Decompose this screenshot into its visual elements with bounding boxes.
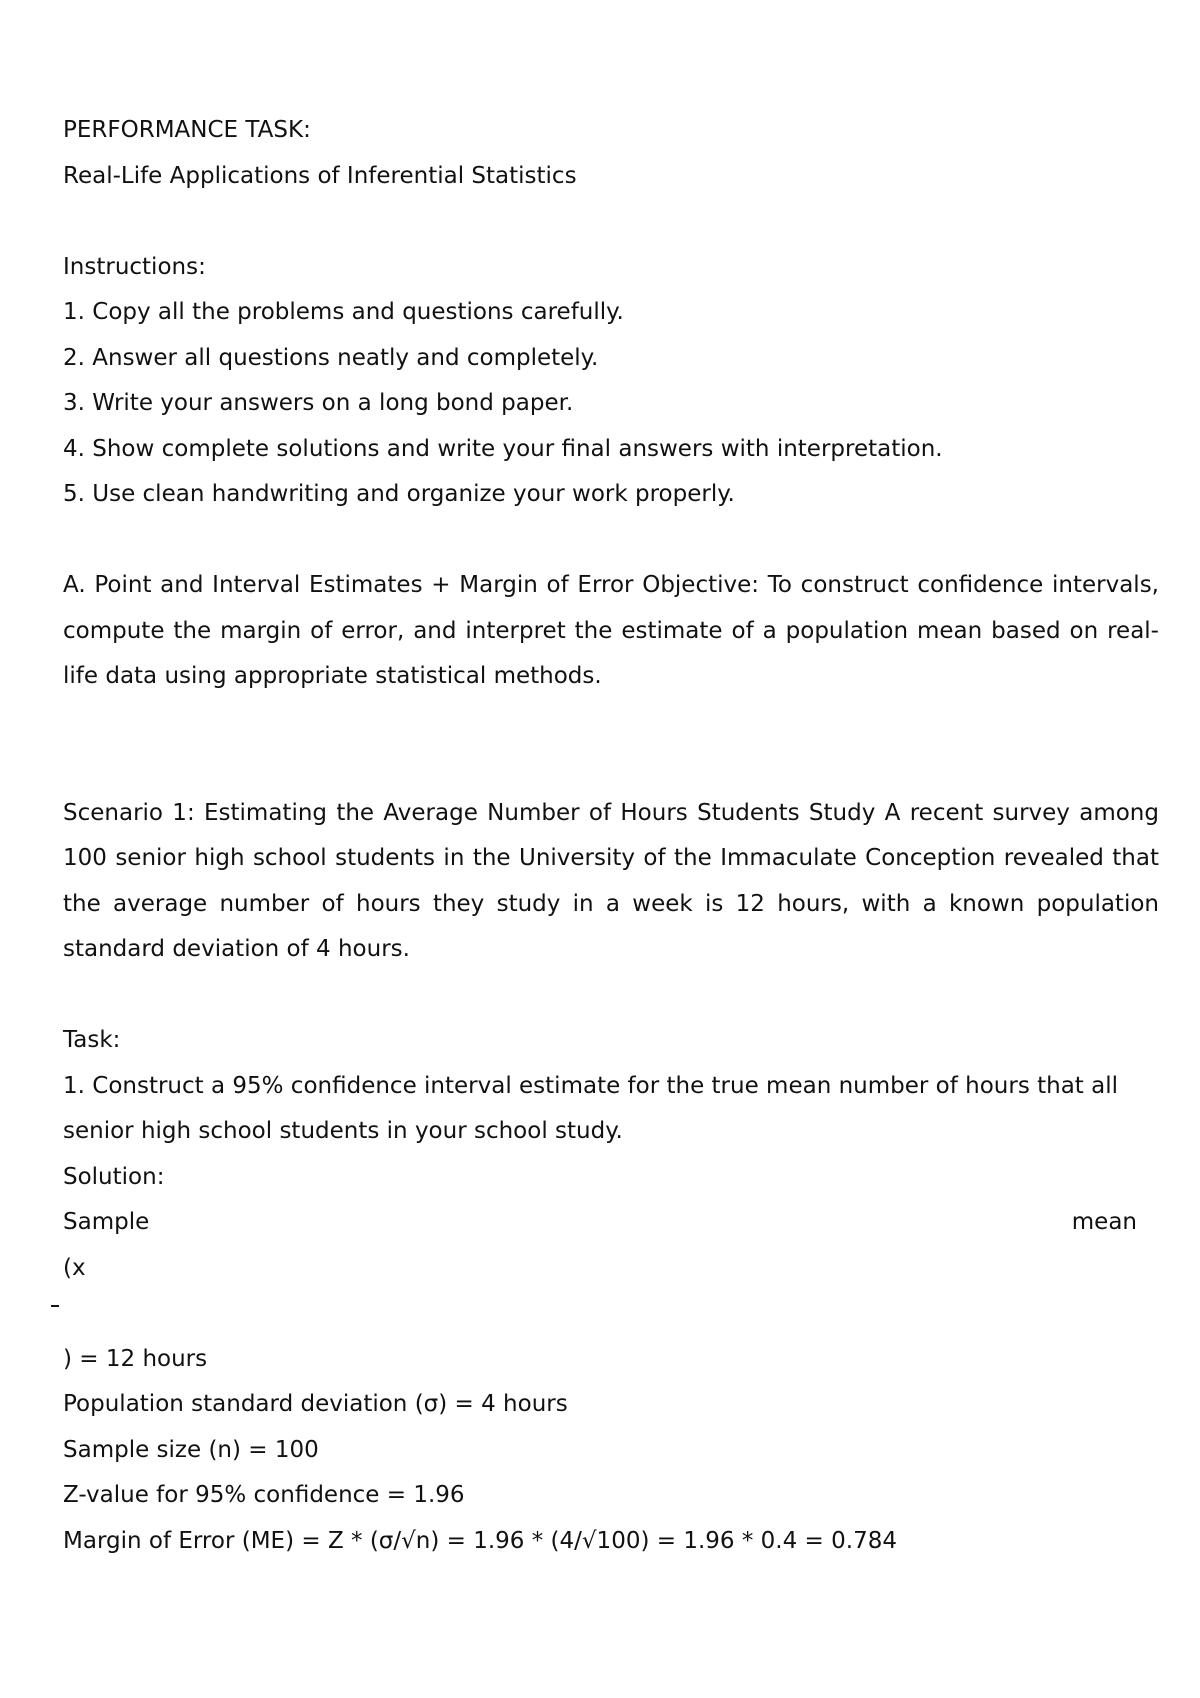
scenario-1-paragraph: Scenario 1: Estimating the Average Number of Hours Students Study A recent survey among 100 senior high school students in the University of the Immaculate Conception revealed that the average number of hours they study in a week is 12 hours, with a known population standard deviation of 4 hours. (63, 799, 1159, 962)
instruction-item: 3. Write your answers on a long bond paper. (63, 390, 574, 416)
sample-mean-line (63, 1200, 1137, 1246)
x-close: ) = 12 hours (63, 1345, 208, 1372)
solution-line: Margin of Error (ME) = Z * (σ/√n) = 1.96 * (4/√100) = 1.96 * 0.4 = 0.784 (63, 1527, 897, 1554)
task-question: 1. Construct a 95% confidence interval estimate for the true mean number of hours that all senior high school students in your school study. (63, 1072, 1126, 1144)
x-bar-symbol (51, 1305, 59, 1307)
solution-line: Sample size (n) = 100 (63, 1436, 319, 1463)
instruction-item: 5. Use clean handwriting and organize your work properly. (63, 481, 735, 507)
sample-word: Sample (63, 1209, 150, 1235)
task-label: PERFORMANCE TASK: (63, 117, 311, 143)
section-a-paragraph: A. Point and Interval Estimates + Margin of Error Objective: To construct confidence intervals, compute the margin of error, and interpret the estimate of a population mean based on real-life data using appropriate statistical methods. (63, 572, 1159, 689)
instruction-item: 2. Answer all questions neatly and completely. (63, 344, 599, 371)
solution-line: Population standard deviation (σ) = 4 hours (63, 1391, 568, 1417)
task-heading: Task: (63, 1027, 121, 1053)
document-title: Real-Life Applications of Inferential Statistics (63, 162, 577, 189)
spacer (63, 518, 1159, 564)
spacer (63, 199, 1159, 245)
instruction-item: 4. Show complete solutions and write your final answers with interpretation. (63, 435, 943, 462)
solution-line: Z-value for 95% confidence = 1.96 (63, 1482, 465, 1508)
spacer (63, 700, 1159, 791)
document-content (63, 108, 1159, 1564)
x-bar-line (63, 1291, 1159, 1337)
mean-word: mean (1071, 1209, 1137, 1235)
spacer (63, 973, 1159, 1019)
solution-label: Solution: (63, 1163, 165, 1190)
instructions-heading: Instructions: (63, 253, 206, 280)
instruction-item: 1. Copy all the problems and questions carefully. (63, 299, 624, 325)
x-open: (x (63, 1254, 86, 1281)
